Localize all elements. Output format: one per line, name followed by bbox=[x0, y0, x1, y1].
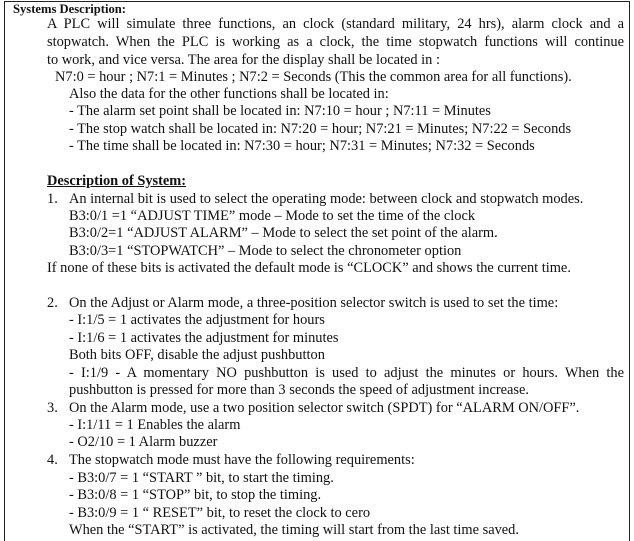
item-2-bullet-minutes: - I:1/6 = 1 activates the adjustment for minutes bbox=[69, 330, 339, 346]
item-3-bullet-buzzer: - O2/10 = 1 Alarm buzzer bbox=[69, 434, 218, 450]
other-functions-intro: Also the data for the other functions shall be located in: bbox=[69, 86, 389, 102]
item-3-number: 3. bbox=[47, 400, 58, 416]
item-4-number: 4. bbox=[47, 452, 58, 468]
item-2-number: 2. bbox=[47, 295, 58, 311]
item-1-bit-adjust-time: B3:0/1 =1 “ADJUST TIME” mode – Mode to set the time of the clock bbox=[69, 208, 476, 224]
location-alarm: - The alarm set point shall be located in: N7:10 = hour ; N7:11 = Minutes bbox=[69, 103, 491, 119]
location-stopwatch: - The stop watch shall be located in: N7:20 = hour; N7:21 = Minutes; N7:22 = Seconds bbox=[69, 121, 572, 137]
document-title: Systems Description: bbox=[13, 2, 126, 16]
system-description-heading: Description of System: bbox=[47, 173, 187, 189]
item-1-bit-adjust-alarm: B3:0/2=1 “ADJUST ALARM” – Mode to select the set point of the alarm. bbox=[69, 225, 498, 241]
item-4-bullet-reset: - B3:0/9 = 1 “ RESET” bit, to reset the clock to cero bbox=[69, 505, 371, 521]
item-4-bullet-stop: - B3:0/8 = 1 “STOP” bit, to stop the timing. bbox=[69, 487, 322, 503]
item-1-bit-stopwatch: B3:0/3=1 “STOPWATCH” – Mode to select the chronometer option bbox=[69, 243, 462, 259]
intro-line-2: stopwatch. When the PLC is working as a clock, the time stopwatch functions will continue bbox=[47, 34, 624, 50]
item-2-pushbutton-line-2: pushbutton is pressed for more than 3 seconds the speed of adjustment increase. bbox=[69, 382, 529, 398]
location-time: - The time shall be located in: N7:30 = hour; N7:31 = Minutes; N7:32 = Seconds bbox=[69, 138, 535, 154]
item-4-note: When the “START” is activated, the timing will start from the last time saved. bbox=[69, 522, 519, 538]
display-area-line: N7:0 = hour ; N7:1 = Minutes ; N7:2 = Seconds (This the common area for all functions). bbox=[55, 69, 572, 85]
item-3-bullet-enable-alarm: - I:1/11 = 1 Enables the alarm bbox=[69, 417, 241, 433]
intro-line-3: to work, and vice versa. The area for the display shall be located in : bbox=[47, 52, 440, 68]
item-4-text: The stopwatch mode must have the following requirements: bbox=[69, 452, 415, 468]
item-2-both-off: Both bits OFF, disable the adjust pushbutton bbox=[69, 347, 325, 363]
item-1-text: An internal bit is used to select the operating mode: between clock and stopwatch modes. bbox=[69, 191, 584, 207]
item-2-pushbutton-line-1: - I:1/9 - A momentary NO pushbutton is used to adjust the minutes or hours. When the bbox=[69, 365, 624, 381]
item-2-bullet-hours: - I:1/5 = 1 activates the adjustment for hours bbox=[69, 312, 325, 328]
intro-line-1: A PLC will simulate three functions, an clock (standard military, 24 hrs), alarm clock and a bbox=[47, 16, 624, 32]
item-1-number: 1. bbox=[47, 191, 58, 207]
item-4-bullet-start: - B3:0/7 = 1 “START ” bit, to start the timing. bbox=[69, 470, 334, 486]
item-3-text: On the Alarm mode, use a two position selector switch (SPDT) for “ALARM ON/OFF”. bbox=[69, 400, 580, 416]
item-1-default-mode: If none of these bits is activated the default mode is “CLOCK” and shows the current time. bbox=[47, 260, 571, 276]
item-2-text: On the Adjust or Alarm mode, a three-position selector switch is used to set the time: bbox=[69, 295, 559, 311]
